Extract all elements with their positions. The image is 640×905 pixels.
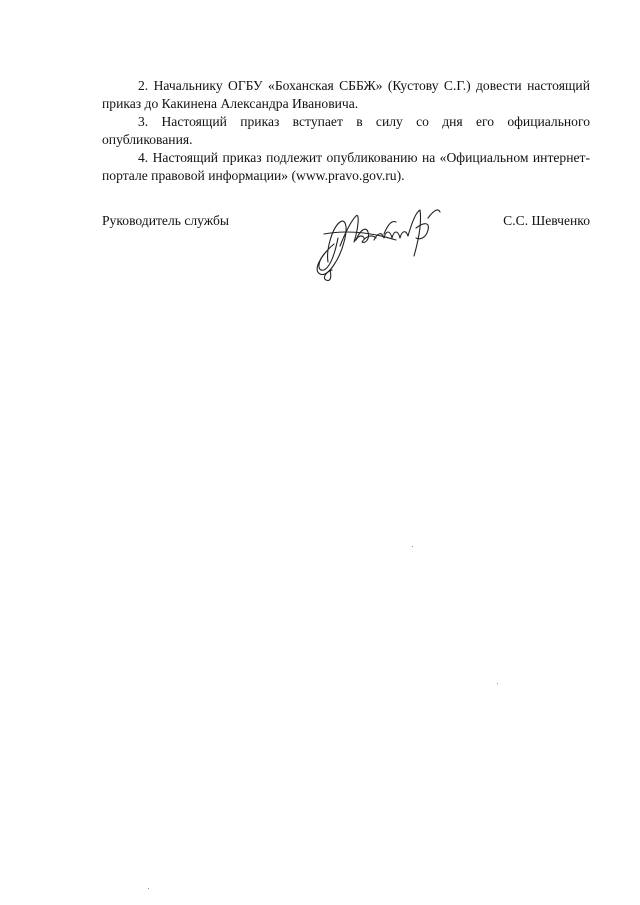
paragraph-3: 3. Настоящий приказ вступает в силу со дня его официального опубликования. [102, 114, 590, 147]
signatory-position: Руководитель службы [102, 213, 230, 228]
scan-speck [148, 888, 149, 889]
handwritten-signature [300, 200, 460, 285]
paragraph-2: 2. Начальнику ОГБУ «Боханская СББЖ» (Кустову С.Г.) довести настоящий приказ до Какинена Александра Ивановича. [102, 78, 590, 111]
signature-block [102, 200, 590, 290]
scan-speck [412, 546, 413, 547]
scan-speck [497, 683, 498, 684]
signatory-name: С.С. Шевченко [503, 213, 590, 228]
document-body [102, 77, 590, 185]
paragraph-4: 4. Настоящий приказ подлежит опубликованию на «Официальном интернет-портале правовой информации» (www.pravo.gov.ru). [102, 150, 590, 183]
